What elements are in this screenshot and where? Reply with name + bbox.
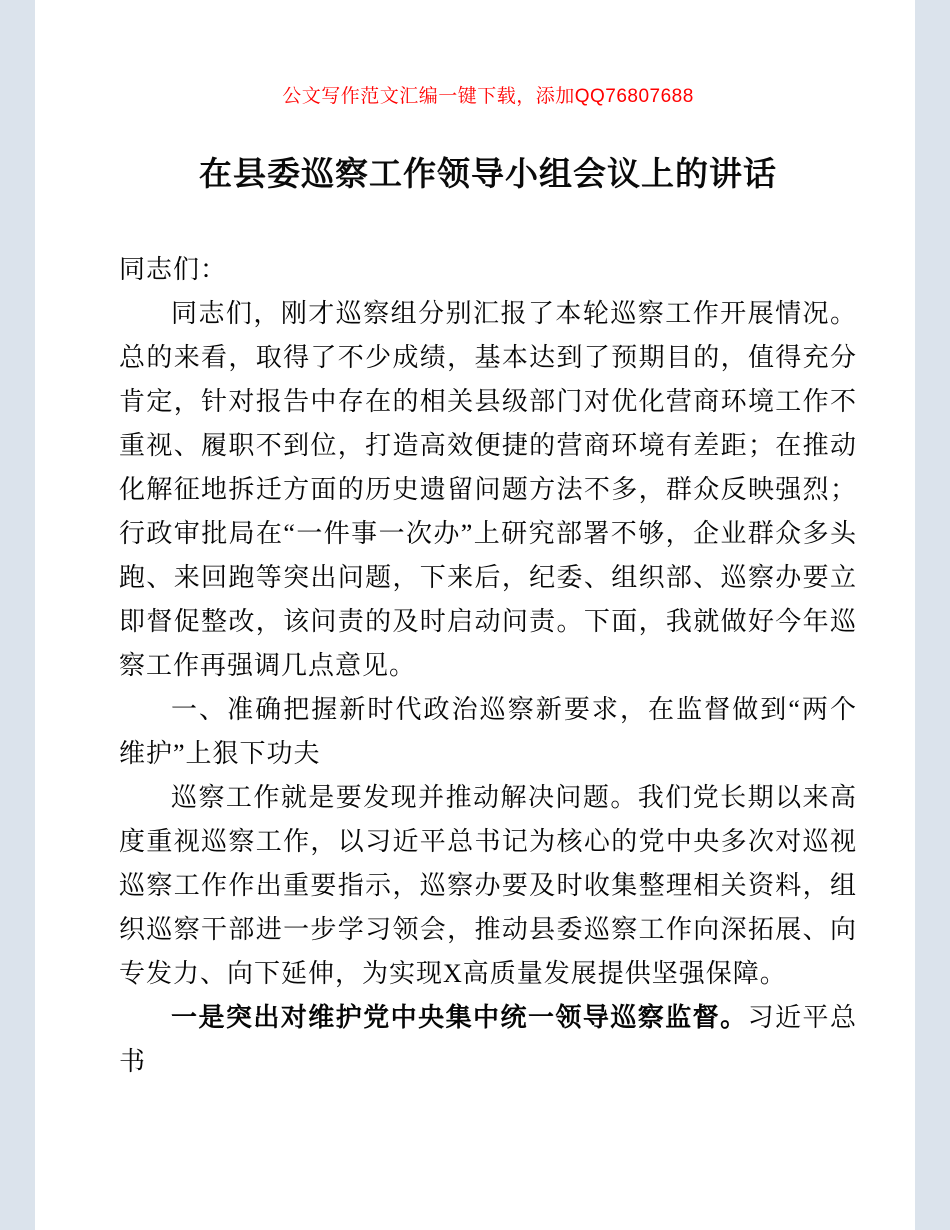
paragraph-opening: 同志们，刚才巡察组分别汇报了本轮巡察工作开展情况。总的来看，取得了不少成绩，基本达到了预期目的，值得充分肯定，针对报告中存在的相关县级部门对优化营商环境工作不重视、履职不到位，打造高效便捷的营商环境有差距；在推动化解征地拆迁方面的历史遗留问题方法不多，群众反映强烈；行政审批局在“一件事一次办”上研究部署不够，企业群众多头跑、来回跑等突出问题，下来后，纪委、组织部、巡察办要立即督促整改，该问责的及时启动问责。下面，我就做好今年巡察工作再强调几点意见。 bbox=[119, 299, 857, 680]
salutation: 同志们： bbox=[119, 255, 228, 284]
section-heading-one: 一、准确把握新时代政治巡察新要求，在监督做到“两个维护”上狠下功夫 bbox=[119, 695, 857, 768]
document-page bbox=[35, 0, 915, 1230]
paragraph-section-body: 巡察工作就是要发现并推动解决问题。我们党长期以来高度重视巡察工作，以习近平总书记为核心的党中央多次对巡视巡察工作作出重要指示，巡察办要及时收集整理相关资料，组织巡察干部进一步学习领会，推动县委巡察工作向深拓展、向专发力、向下延伸，为实现X高质量发展提供坚强保障。 bbox=[119, 783, 857, 988]
document-body bbox=[119, 248, 857, 1084]
download-notice-text: 公文写作范文汇编一键下载，添加QQ76807688 bbox=[282, 86, 694, 107]
paragraph-point-one bbox=[119, 996, 857, 1084]
paragraph-point-one-lead: 一是突出对维护党中央集中统一领导巡察监督。 bbox=[171, 1003, 748, 1032]
paragraph-point-one-text: 习近平总书 bbox=[119, 1003, 857, 1076]
document-title: 在县委巡察工作领导小组会议上的讲话 bbox=[199, 155, 777, 192]
